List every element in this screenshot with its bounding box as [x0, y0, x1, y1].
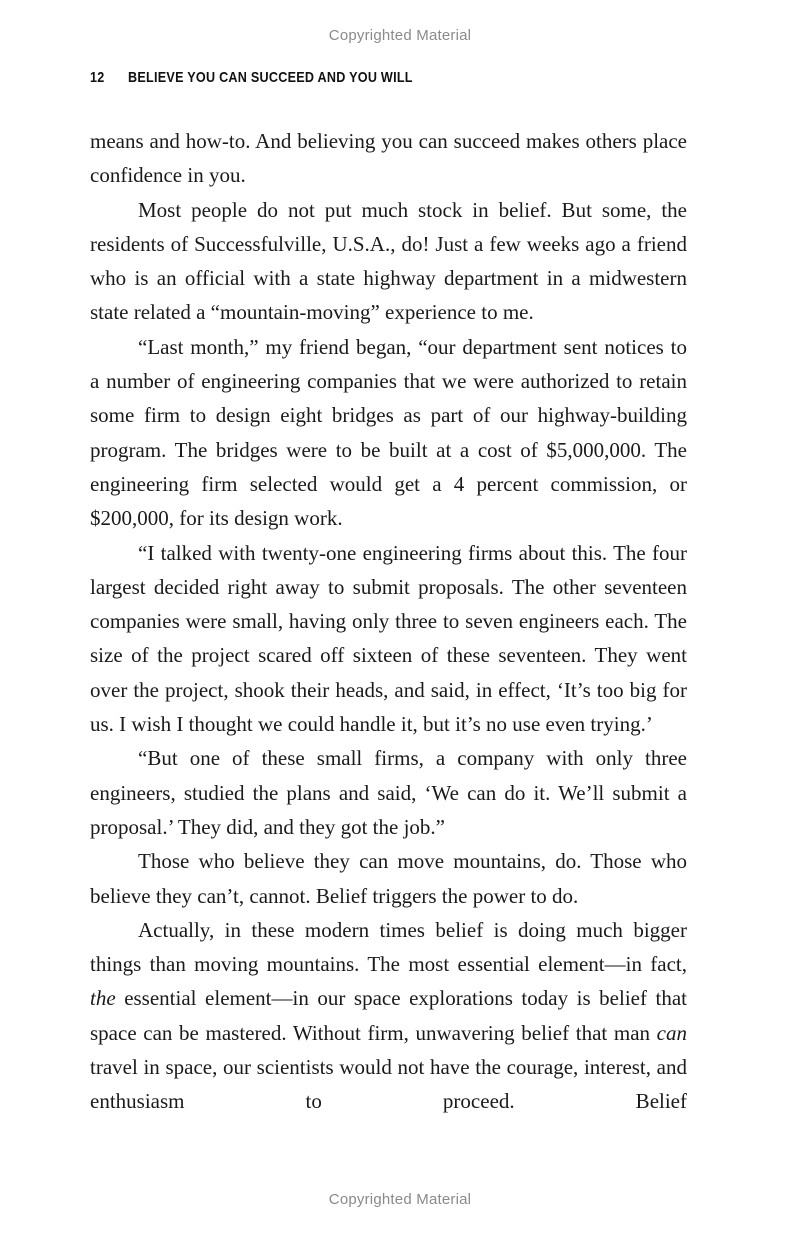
body-text — [90, 124, 687, 1119]
paragraph-3: “Last month,” my friend began, “our department sent notices to a number of engineering companies that we were authorized to retain some firm to design eight bridges as part of our highway-building program. The bridges were to be built at a cost of $5,000,000. The engineering firm selected would get a 4 percent commission, or $200,000, for its design work. — [90, 334, 687, 531]
copyright-watermark-bottom: Copyrighted Material — [328, 1191, 472, 1208]
paragraph-7-part-c: travel in space, our scientists would not have the courage, interest, and enthusiasm to proceed. Belief — [90, 1055, 687, 1114]
paragraph-7 — [90, 913, 687, 1119]
paragraph-4: “I talked with twenty-one engineering firms about this. The four largest decided right away to submit proposals. The other seventeen companies were small, having only three to seven engineers each. The size of the project scared off sixteen of these seventeen. They went over the project, shook their heads, and said, in effect, ‘It’s too big for us. I wish I thought we could handle it, but it’s no use even trying.’ — [90, 540, 687, 737]
paragraph-1: means and how-to. And believing you can succeed makes others place confidence in you. — [90, 129, 687, 188]
paragraph-5: “But one of these small firms, a company with only three engineers, studied the plans and said, ‘We can do it. We’ll submit a proposal.’ They did, and they got the job.” — [90, 746, 687, 839]
paragraph-7-part-a: Actually, in these modern times belief is doing much bigger things than moving mountains. The most essential element—in fact, — [90, 917, 687, 977]
paragraph-7-part-b: essential element—in our space explorations today is belief that space can be mastered. Without firm, unwavering belief that man — [90, 986, 687, 1045]
running-title: BELIEVE YOU CAN SUCCEED AND YOU WILL — [128, 69, 413, 86]
paragraph-7-emphasis-the: the — [90, 986, 116, 1011]
paragraph-6: Those who believe they can move mountains, do. Those who believe they can’t, cannot. Belief triggers the power to do. — [90, 849, 687, 908]
running-header — [90, 69, 413, 86]
paragraph-2: Most people do not put much stock in belief. But some, the residents of Successfulville, U.S.A., do! Just a few weeks ago a friend who is an official with a state highway department in a midwestern state related a “mountain-moving” experience to me. — [90, 197, 687, 325]
paragraph-7-emphasis-can: can — [656, 1020, 687, 1045]
copyright-watermark-top: Copyrighted Material — [328, 27, 472, 44]
page-number: 12 — [90, 69, 105, 86]
